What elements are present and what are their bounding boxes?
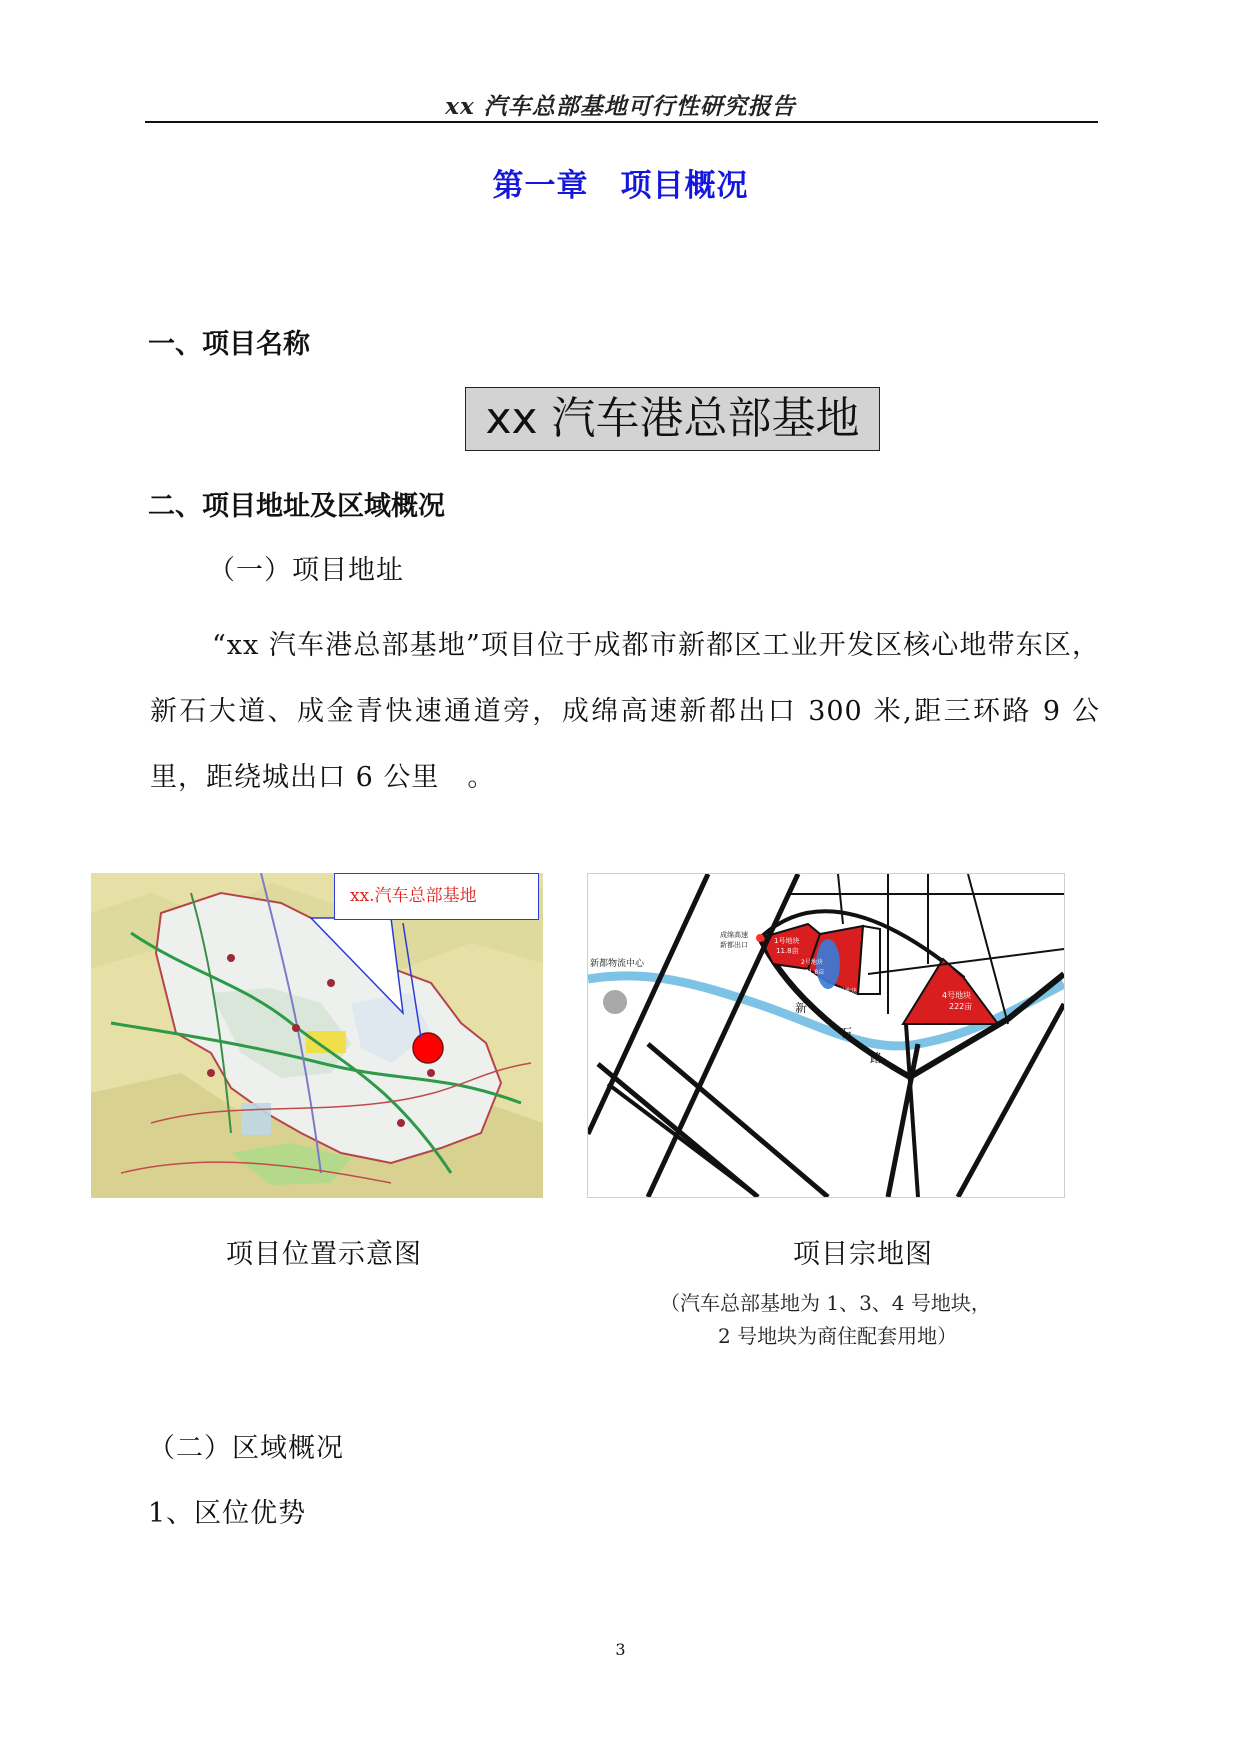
- label-plot-4: 4号地块: [942, 991, 972, 1000]
- section-heading-project-name: 一、项目名称: [148, 329, 310, 360]
- caption-site-plan: 项目宗地图: [793, 1239, 933, 1270]
- site-plan-map: [588, 874, 1064, 1197]
- address-paragraph: “xx 汽车港总部基地”项目位于成都市新都区工业开发区核心地带东区，新石大道、成金青快速通道旁，成绵高速新都出口 300 米,距三环路 9 公里，距绕城出口 6 公里 。: [150, 630, 1100, 793]
- location-map: [91, 873, 543, 1198]
- caption-location-map: 项目位置示意图: [226, 1239, 422, 1270]
- header-rule: [145, 121, 1098, 123]
- label-road-xinshi-3: 路: [870, 1051, 883, 1065]
- label-exit-1: 成绵高速: [720, 931, 748, 939]
- plot-2: [858, 926, 880, 994]
- label-road-xinshi-1: 新: [795, 1001, 808, 1015]
- label-plot-1: 1号地块: [774, 937, 800, 945]
- label-road-xinshi-2: 石: [840, 1026, 853, 1040]
- project-location-marker: [413, 1033, 443, 1063]
- project-name-box: xx 汽车港总部基地: [465, 387, 880, 451]
- location-map-figure: [91, 873, 543, 1198]
- page-number: 3: [615, 1640, 626, 1659]
- label-plot-2: 2号地块: [801, 959, 823, 966]
- label-plot-3: 3号地块: [835, 988, 857, 995]
- label-plot-3-area: 64.9亩: [837, 998, 857, 1005]
- label-plot-2-area: 171.8亩: [801, 969, 825, 976]
- site-plan-note-line-1: （汽车总部基地为 1、3、4 号地块，: [660, 1291, 991, 1315]
- subheading-project-address: （一）项目地址: [208, 555, 404, 586]
- chapter-title: 第一章 项目概况: [492, 168, 749, 204]
- label-plot-4-area: 222亩: [949, 1002, 973, 1011]
- subheading-regional-overview: （二）区域概况: [148, 1433, 344, 1464]
- running-header: xx 汽车总部基地可行性研究报告: [445, 93, 796, 120]
- site-plan-note-line-2: 2 号地块为商住配套用地）: [718, 1324, 958, 1348]
- label-logistics-center: 新都物流中心: [590, 959, 645, 969]
- map-callout-label: xx.汽车总部基地: [334, 873, 539, 920]
- site-plan-figure: [587, 873, 1065, 1198]
- label-plot-1-area: 11.8亩: [776, 947, 799, 955]
- item-location-advantage: 1、区位优势: [148, 1498, 307, 1529]
- section-heading-address: 二、项目地址及区域概况: [148, 491, 445, 522]
- label-exit-2: 新都出口: [720, 941, 748, 949]
